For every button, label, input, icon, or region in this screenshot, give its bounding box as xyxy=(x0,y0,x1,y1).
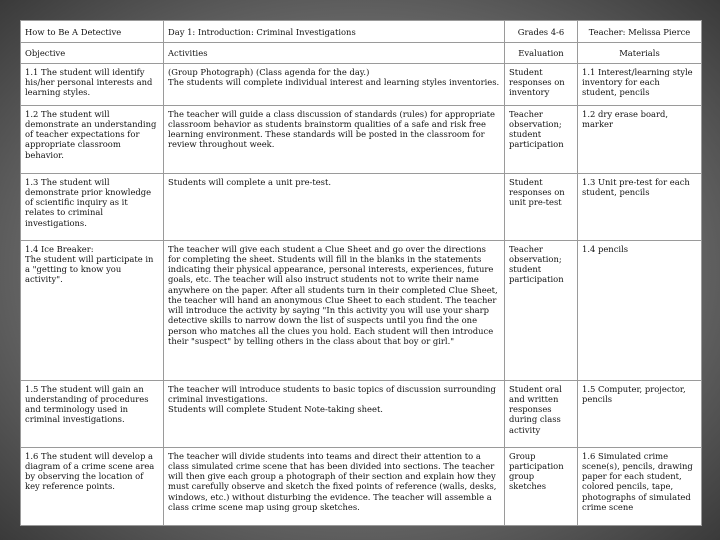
materials-cell: 1.5 Computer, projector, pencils xyxy=(578,380,702,447)
activities-cell: Students will complete a unit pre-test. xyxy=(164,173,505,240)
materials-cell: 1.2 dry erase board, marker xyxy=(578,105,702,173)
objective-cell: 1.4 Ice Breaker: The student will participate in a "getting to know you activity". xyxy=(21,240,164,380)
evaluation-cell: Student oral and written responses during class activity xyxy=(505,380,578,447)
activities-cell: (Group Photograph) (Class agenda for the day.) The students will complete individual interest and learning styles inventories. xyxy=(164,63,505,105)
objective-header: Objective xyxy=(21,43,164,63)
table-row xyxy=(21,447,702,525)
activities-cell: The teacher will give each student a Clue Sheet and go over the directions for completing the sheet. Students will fill in the blanks in the statements indicating their physical appearance, personal interests, experiences, future goals, etc. The teacher will also instruct students not to write their name anywhere on the paper. After all students turn in their completed Clue Sheet, the teacher will hand an anonymous Clue Sheet to each student. The teacher will introduce the activity by saying "In this activity you will use your sharp detective skills to narrow down the list of suspects until you find the one person who matches all the clues you hold. Each student will then introduce their "suspect" by telling others in the class about that boy or girl." xyxy=(164,240,505,380)
teacher-name: Teacher: Melissa Pierce xyxy=(578,21,702,43)
materials-header: Materials xyxy=(578,43,702,63)
lesson-plan-table xyxy=(20,20,702,526)
table-row xyxy=(21,240,702,380)
objective-cell: 1.6 The student will develop a diagram of a crime scene area by observing the location of key reference points. xyxy=(21,447,164,525)
grade-level: Grades 4-6 xyxy=(505,21,578,43)
lesson-title: How to Be A Detective xyxy=(21,21,164,43)
table-row xyxy=(21,380,702,447)
materials-cell: 1.1 Interest/learning style inventory for each student, pencils xyxy=(578,63,702,105)
activities-cell: The teacher will introduce students to basic topics of discussion surrounding criminal investigations. Students will complete Student Note-taking sheet. xyxy=(164,380,505,447)
evaluation-cell: Student responses on inventory xyxy=(505,63,578,105)
evaluation-cell: Group participation group sketches xyxy=(505,447,578,525)
materials-cell: 1.6 Simulated crime scene(s), pencils, drawing paper for each student, colored pencils, tape, photographs of simulated crime scene xyxy=(578,447,702,525)
activities-cell: The teacher will guide a class discussion of standards (rules) for appropriate classroom behavior as students brainstorm qualities of a safe and risk free learning environment. These standards will be posted in the classroom for review throughout week. xyxy=(164,105,505,173)
objective-cell: 1.2 The student will demonstrate an understanding of teacher expectations for appropriate classroom behavior. xyxy=(21,105,164,173)
objective-cell: 1.5 The student will gain an understanding of procedures and terminology used in criminal investigations. xyxy=(21,380,164,447)
table-row xyxy=(21,105,702,173)
day-title: Day 1: Introduction: Criminal Investigations xyxy=(164,21,505,43)
header-row xyxy=(21,21,702,43)
activities-header: Activities xyxy=(164,43,505,63)
objective-cell: 1.1 The student will identify his/her personal interests and learning styles. xyxy=(21,63,164,105)
objective-cell: 1.3 The student will demonstrate prior knowledge of scientific inquiry as it relates to criminal investigations. xyxy=(21,173,164,240)
table-row xyxy=(21,63,702,105)
materials-cell: 1.4 pencils xyxy=(578,240,702,380)
evaluation-cell: Teacher observation; student participation xyxy=(505,240,578,380)
materials-cell: 1.3 Unit pre-test for each student, pencils xyxy=(578,173,702,240)
evaluation-cell: Student responses on unit pre-test xyxy=(505,173,578,240)
evaluation-header: Evaluation xyxy=(505,43,578,63)
activities-cell: The teacher will divide students into teams and direct their attention to a class simulated crime scene that has been divided into sections. The teacher will then give each group a photograph of their section and explain how they must carefully observe and sketch the fixed points of reference (walls, desks, windows, etc.) without disturbing the evidence. The teacher will assemble a class crime scene map using group sketches. xyxy=(164,447,505,525)
column-header-row xyxy=(21,43,702,63)
table-row xyxy=(21,173,702,240)
evaluation-cell: Teacher observation; student participation xyxy=(505,105,578,173)
